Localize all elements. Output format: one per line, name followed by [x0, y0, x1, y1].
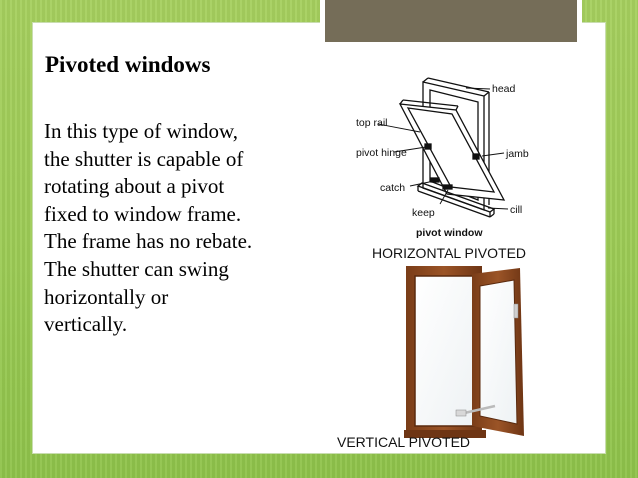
- label-keep: keep: [412, 207, 435, 219]
- body-line: the shutter is capable of: [44, 146, 244, 171]
- figure-title: pivot window: [416, 227, 483, 239]
- label-catch: catch: [380, 182, 406, 194]
- body-line: The shutter can swing: [44, 256, 229, 281]
- label-top-rail: top rail: [356, 117, 388, 129]
- body-line: vertically.: [44, 312, 128, 337]
- body-line: horizontally or: [44, 284, 169, 309]
- body-text: [44, 118, 324, 339]
- body-line: fixed to window frame.: [44, 201, 242, 226]
- body-line: In this type of window,: [44, 119, 239, 143]
- horizontal-pivoted-caption: HORIZONTAL PIVOTED: [372, 245, 527, 261]
- vertical-pivot-window-image: [400, 264, 532, 442]
- label-jamb: jamb: [506, 148, 529, 160]
- label-cill: cill: [510, 204, 523, 216]
- body-line: The frame has no rebate.: [44, 229, 253, 254]
- label-pivot-hinge: pivot hinge: [356, 147, 407, 159]
- body-line: rotating about a pivot: [44, 174, 225, 199]
- label-head: head: [492, 83, 516, 95]
- header-decoration: [325, 0, 577, 42]
- vertical-pivoted-caption: VERTICAL PIVOTED: [337, 434, 471, 450]
- slide-title: Pivoted windows: [45, 52, 211, 77]
- pivot-window-diagram: [348, 74, 538, 244]
